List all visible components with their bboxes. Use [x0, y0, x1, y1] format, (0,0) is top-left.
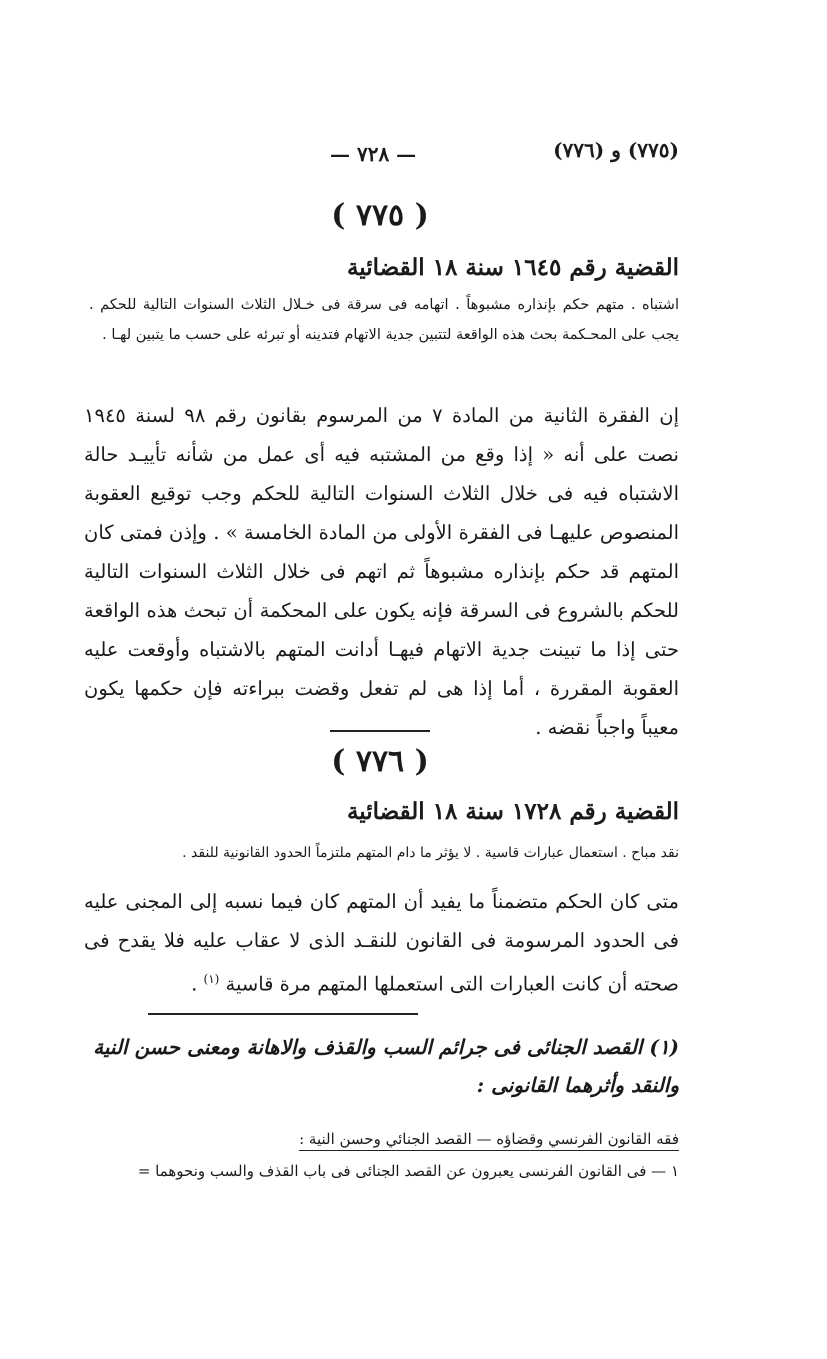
page-number: — ٧٢٨ — — [330, 142, 417, 166]
footnote-rule — [148, 1013, 418, 1015]
case-title-776: القضية رقم ١٧٢٨ سنة ١٨ القضائية — [346, 798, 679, 825]
footnote-subheading — [299, 1130, 679, 1148]
case-title-775: القضية رقم ١٦٤٥ سنة ١٨ القضائية — [346, 254, 679, 281]
case-body-776-text: متى كان الحكم متضمناً ما يفيد أن المتهم كان فيما نسبه إلى المجنى عليه فى الحدود المرسومة فى القانون للنقـد الذى لا عقاب عليه فلا يقدح فى صحته أن كانت العبارات التى استعملها المتهم مرة قاسية — [84, 890, 679, 996]
footnote-item-1: ١ — فى القانون الفرنسى يعبرون عن القصد الجنائى فى باب القذف والسب ونحوهما = — [137, 1162, 679, 1180]
case-body-775: إن الفقرة الثانية من المادة ٧ من المرسوم بقانون رقم ٩٨ لسنة ١٩٤٥ نصت على أنه « إذا وقع من المشتبه فيه أى عمل من شأنه تأييـد حالة الاشتباه فيه فى خلال الثلاث السنوات التالية للحكم وجب توقيع العقوبة المنصوص عليهـا فى الفقرة الأولى من المادة الخامسة » . وإذن فمتى كان المتهم قد حكم بإنذاره مشبوهاً ثم اتهم فى خلال الثلاث السنوات التالية للحكم بالشروع فى السرقة فإنه يكون على المحكمة أن تبحث هذه الواقعة حتى إذا ما تبينت جدية الاتهام فيهـا أدانت المتهم بالاشتباه وأوقعت عليه العقوبة المقررة ، أما إذا هى لم تفعل وقضت ببراءته فإن حكمها يكون معيباً واجباً نقضه . — [84, 404, 680, 739]
case-number-775: ( ٧٧٥ ) — [331, 198, 429, 233]
footnote-heading: (١) القصد الجنائى فى جرائم السب والقذف والاهانة ومعنى حسن النية والنقد وأثرهما القانونى : — [93, 1035, 679, 1097]
footnote-subheading-text: فقه القانون الفرنسي وقضاؤه — القصد الجنائي وحسن النية : — [299, 1130, 679, 1151]
footnote-reference: (١) — [203, 972, 220, 986]
case-number-776: ( ٧٧٦ ) — [331, 744, 429, 779]
running-title: (٧٧٥) و (٧٧٦) — [553, 138, 679, 162]
case-summary-776: نقد مباح . استعمال عبارات قاسية . لا يؤثر ما دام المتهم ملتزماً الحدود القانونية للنقد . — [182, 845, 679, 861]
case-body-776: متى كان الحكم متضمناً ما يفيد أن المتهم كان فيما نسبه إلى المجنى عليه فى الحدود المرسومة فى القانون للنقـد الذى لا عقاب عليه فلا يقدح فى صحته أن كانت العبارات التى استعملها المتهم مرة قاسية $^{(١)}$ . — [84, 890, 679, 996]
case-summary-775: اشتباه . متهم حكم بإنذاره مشبوهاً . اتهامه فى سرقة فى خـلال الثلاث السنوات التالية للحكم . يجب على المحـكمة بحث هذه الواقعة لتتبين جدية الاتهام فتدينه أو تبرئه على حسب ما يتبين لهـا . — [89, 297, 679, 343]
section-divider — [330, 730, 430, 732]
